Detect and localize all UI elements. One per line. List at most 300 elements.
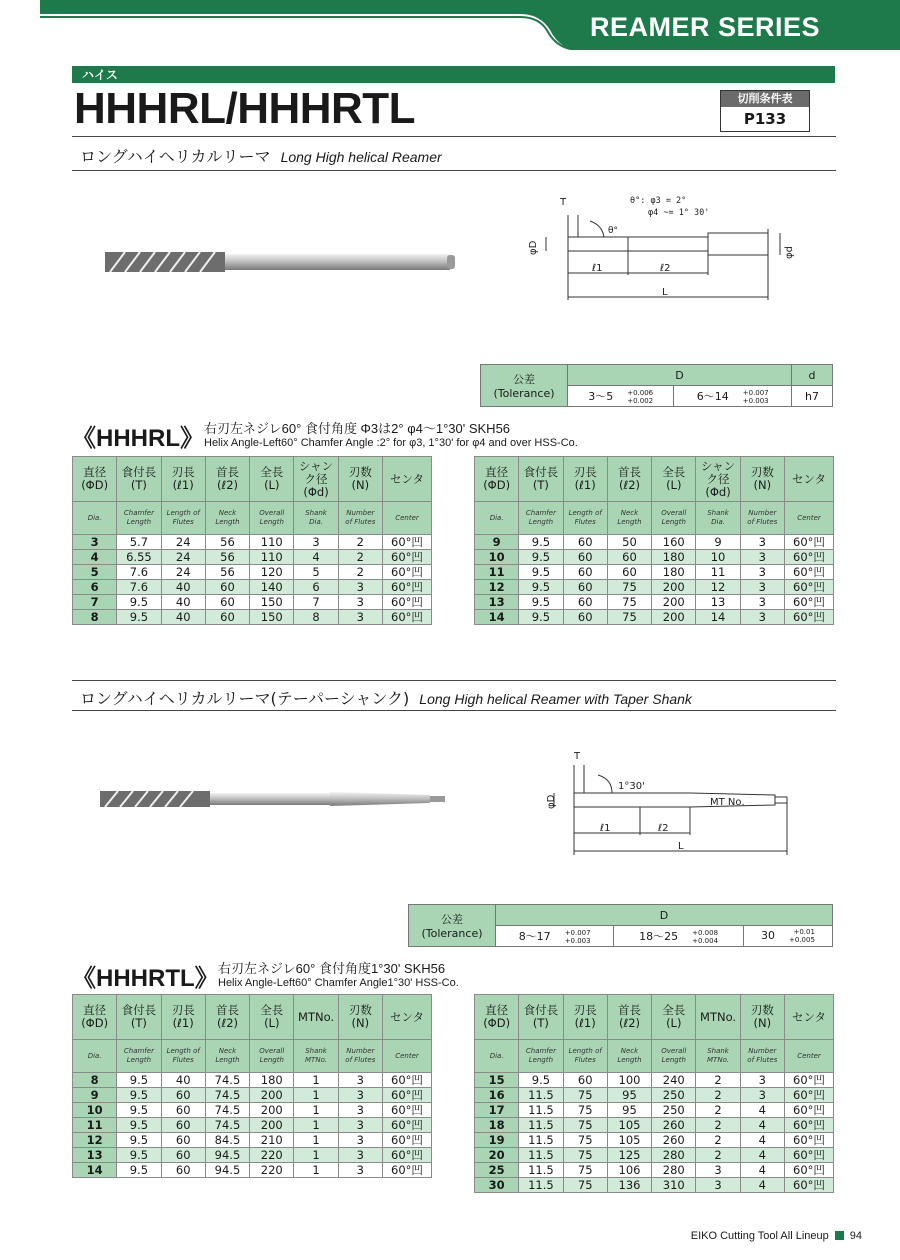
spec-table-hhhrtl-right — [474, 994, 834, 1193]
table-cell: 3 — [740, 595, 784, 610]
table-cell: 11.5 — [519, 1163, 563, 1178]
table-cell: 3 — [338, 580, 382, 595]
table-cell: 220 — [250, 1163, 294, 1178]
spec-table-hhhrl-left — [72, 456, 432, 625]
table-cell: 60 — [205, 580, 249, 595]
table-cell: 15 — [475, 1073, 519, 1088]
tolerance-D-header: D — [568, 365, 792, 386]
table-cell: 11.5 — [519, 1103, 563, 1118]
table-row — [73, 1148, 432, 1163]
reamer-photo-1 — [105, 240, 460, 280]
table-cell: 74.5 — [205, 1088, 249, 1103]
table-cell: 4 — [740, 1118, 784, 1133]
table-cell: 4 — [740, 1133, 784, 1148]
spec-en: Helix Angle-Left60° Chamfer Angle :2° for φ3, 1°30' for φ4 and over HSS-Co. — [204, 437, 578, 449]
drawing2-phiD: φD — [546, 794, 557, 809]
table-cell: 3 — [73, 535, 117, 550]
table-cell: 60°凹 — [383, 565, 432, 580]
column-header-en: Neck Length — [607, 1040, 651, 1073]
table-row — [475, 565, 834, 580]
table-cell: 260 — [652, 1118, 696, 1133]
table-row — [475, 610, 834, 625]
drawing2-L: L — [678, 841, 684, 852]
column-header-en: Overall Length — [250, 502, 294, 535]
drawing1-note2: φ4 ~= 1° 30' — [648, 208, 710, 218]
table-cell: 280 — [652, 1163, 696, 1178]
table-cell: 60°凹 — [383, 580, 432, 595]
drawing2-l1: ℓ1 — [600, 823, 611, 834]
table-cell: 150 — [250, 610, 294, 625]
table-cell: 75 — [563, 1133, 607, 1148]
table-cell: 18 — [475, 1118, 519, 1133]
table-row — [73, 1118, 432, 1133]
footer-text: EIKO Cutting Tool All Lineup — [690, 1230, 829, 1242]
tolerance-range: 18～25 +0.008 +0.004 — [614, 926, 744, 947]
table-cell: 2 — [696, 1133, 740, 1148]
table-cell: 105 — [607, 1118, 651, 1133]
table-cell: 16 — [475, 1088, 519, 1103]
table-row — [475, 550, 834, 565]
series-spec — [204, 418, 578, 449]
spec-en: Helix Angle-Left60° Chamfer Angle1°30' HSS-Co. — [218, 977, 459, 989]
table-cell: 13 — [73, 1148, 117, 1163]
table-cell: 200 — [652, 595, 696, 610]
table-cell: 3 — [338, 1073, 382, 1088]
divider — [72, 170, 836, 171]
table-cell: 14 — [73, 1163, 117, 1178]
table-cell: 75 — [607, 595, 651, 610]
table-cell: 3 — [740, 565, 784, 580]
category-bar — [72, 66, 835, 83]
table-row — [73, 535, 432, 550]
table-cell: 240 — [652, 1073, 696, 1088]
section1-subtitle-jp: ロングハイヘリカルリーマ — [80, 147, 271, 166]
page-number: 94 — [849, 1230, 862, 1242]
table-cell: 2 — [338, 535, 382, 550]
table-cell: 60 — [563, 550, 607, 565]
column-header: 食付長 (T) — [117, 457, 161, 502]
table-cell: 200 — [250, 1118, 294, 1133]
column-header-en: Number of Flutes — [338, 502, 382, 535]
table-cell: 3 — [740, 1073, 784, 1088]
series-spec — [218, 958, 459, 989]
table-cell: 11.5 — [519, 1088, 563, 1103]
table-row — [475, 1103, 834, 1118]
table-cell: 60 — [161, 1133, 205, 1148]
column-header-en: Overall Length — [652, 1040, 696, 1073]
table-cell: 7 — [294, 595, 338, 610]
drawing1-theta: θ° — [608, 226, 619, 236]
table-cell: 1 — [294, 1163, 338, 1178]
table-cell: 12 — [475, 580, 519, 595]
table-row — [73, 595, 432, 610]
table-row — [475, 535, 834, 550]
drawing2-l2: ℓ2 — [658, 823, 669, 834]
table-cell: 9 — [475, 535, 519, 550]
table-cell: 60°凹 — [383, 535, 432, 550]
drawing1-l1: ℓ1 — [592, 263, 603, 274]
table-cell: 3 — [338, 1133, 382, 1148]
column-header: 首長 (ℓ2) — [607, 995, 651, 1040]
table-cell: 11.5 — [519, 1118, 563, 1133]
column-header: センタ — [785, 457, 834, 502]
table-cell: 3 — [294, 535, 338, 550]
table-cell: 19 — [475, 1133, 519, 1148]
spec-table-hhhrtl-left — [72, 994, 432, 1178]
table-cell: 60°凹 — [785, 1073, 834, 1088]
table-cell: 9.5 — [117, 1133, 161, 1148]
table-cell: 180 — [250, 1073, 294, 1088]
tolerance-range: 3～5 +0.006 +0.002 — [568, 386, 674, 407]
column-header-en: Chamfer Length — [117, 1040, 161, 1073]
divider — [72, 136, 836, 137]
table-cell: 210 — [250, 1133, 294, 1148]
reamer-photo-2 — [100, 785, 450, 815]
table-cell: 4 — [740, 1163, 784, 1178]
table-row — [73, 550, 432, 565]
column-header: 刃数 (N) — [338, 995, 382, 1040]
table-cell: 1 — [294, 1118, 338, 1133]
table-cell: 2 — [696, 1103, 740, 1118]
table-cell: 60 — [563, 595, 607, 610]
table-cell: 60°凹 — [785, 535, 834, 550]
table-cell: 20 — [475, 1148, 519, 1163]
column-header: 全長 (L) — [652, 995, 696, 1040]
table-cell: 3 — [338, 1088, 382, 1103]
table-cell: 75 — [607, 610, 651, 625]
column-header: MTNo. — [294, 995, 338, 1040]
table-cell: 5 — [294, 565, 338, 580]
table-row — [73, 580, 432, 595]
table-cell: 2 — [696, 1073, 740, 1088]
table-cell: 3 — [740, 610, 784, 625]
tolerance-D-header: D — [496, 905, 833, 926]
table-cell: 8 — [73, 1073, 117, 1088]
table-cell: 3 — [338, 1103, 382, 1118]
tolerance-table-2 — [408, 904, 833, 947]
table-cell: 60 — [161, 1118, 205, 1133]
tolerance-label: 公差 (Tolerance) — [409, 905, 496, 947]
column-header: 刃数 (N) — [338, 457, 382, 502]
column-header: センタ — [383, 995, 432, 1040]
table-cell: 11.5 — [519, 1133, 563, 1148]
table-cell: 11 — [73, 1118, 117, 1133]
column-header-en: Center — [785, 1040, 834, 1073]
column-header: 首長 (ℓ2) — [205, 457, 249, 502]
tolerance-label: 公差 (Tolerance) — [481, 365, 568, 407]
table-row — [73, 610, 432, 625]
column-header-en: Number of Flutes — [338, 1040, 382, 1073]
series-banner-title: REAMER SERIES — [589, 12, 820, 42]
table-cell: 10 — [73, 1103, 117, 1118]
drawing1-T: T — [560, 197, 567, 208]
table-cell: 60°凹 — [785, 565, 834, 580]
table-cell: 60°凹 — [785, 1148, 834, 1163]
footer-square — [835, 1231, 844, 1240]
table-cell: 60°凹 — [785, 1178, 834, 1193]
column-header-en: Shank Dia. — [294, 502, 338, 535]
table-cell: 3 — [338, 1163, 382, 1178]
column-header-en: Dia. — [73, 502, 117, 535]
tolerance-range: 30 +0.01 +0.005 — [743, 926, 832, 947]
table-row — [475, 1163, 834, 1178]
table-cell: 60 — [607, 550, 651, 565]
column-header: 刃長 (ℓ1) — [563, 457, 607, 502]
column-header: 食付長 (T) — [519, 995, 563, 1040]
table-cell: 94.5 — [205, 1163, 249, 1178]
table-cell: 60 — [161, 1088, 205, 1103]
table-cell: 4 — [740, 1103, 784, 1118]
table-cell: 11 — [696, 565, 740, 580]
table-cell: 10 — [696, 550, 740, 565]
table-cell: 5 — [73, 565, 117, 580]
dimension-drawing-1 — [520, 185, 800, 310]
table-row — [73, 1073, 432, 1088]
table-cell: 84.5 — [205, 1133, 249, 1148]
table-cell: 56 — [205, 535, 249, 550]
table-cell: 3 — [696, 1178, 740, 1193]
table-cell: 95 — [607, 1103, 651, 1118]
table-cell: 60°凹 — [383, 1073, 432, 1088]
tolerance-range: 6～14 +0.007 +0.003 — [674, 386, 792, 407]
table-cell: 9 — [696, 535, 740, 550]
table-cell: 4 — [740, 1178, 784, 1193]
table-cell: 200 — [250, 1088, 294, 1103]
spec-table-hhhrl-right — [474, 456, 834, 625]
column-header-en: Center — [785, 502, 834, 535]
table-cell: 220 — [250, 1148, 294, 1163]
divider — [72, 680, 836, 681]
page-title: HHHRL/HHHRTL — [74, 84, 416, 133]
table-cell: 60°凹 — [383, 550, 432, 565]
drawing2-T: T — [574, 751, 581, 762]
drawing2-angle: 1°30' — [618, 781, 645, 792]
table-cell: 75 — [563, 1103, 607, 1118]
table-cell: 24 — [161, 565, 205, 580]
table-cell: 40 — [161, 580, 205, 595]
table-cell: 10 — [475, 550, 519, 565]
column-header-en: Neck Length — [205, 502, 249, 535]
table-cell: 9.5 — [519, 535, 563, 550]
table-row — [475, 580, 834, 595]
table-cell: 105 — [607, 1133, 651, 1148]
series-name: 《HHHRL》 — [72, 425, 204, 452]
table-cell: 12 — [696, 580, 740, 595]
table-cell: 14 — [696, 610, 740, 625]
column-header-en: Number of Flutes — [740, 1040, 784, 1073]
table-cell: 75 — [563, 1178, 607, 1193]
column-header-en: Chamfer Length — [519, 1040, 563, 1073]
cutting-conditions-page[interactable]: P133 — [743, 110, 787, 128]
table-cell: 9.5 — [519, 550, 563, 565]
column-header-en: Shank MTNo. — [696, 1040, 740, 1073]
column-header: 刃長 (ℓ1) — [563, 995, 607, 1040]
table-cell: 60°凹 — [785, 595, 834, 610]
table-cell: 40 — [161, 595, 205, 610]
table-cell: 4 — [73, 550, 117, 565]
column-header: 直径 (ΦD) — [475, 995, 519, 1040]
table-cell: 60 — [205, 610, 249, 625]
table-cell: 30 — [475, 1178, 519, 1193]
table-cell: 56 — [205, 565, 249, 580]
column-header-en: Overall Length — [652, 502, 696, 535]
table-row — [475, 1148, 834, 1163]
column-header: 食付長 (T) — [519, 457, 563, 502]
table-cell: 75 — [563, 1148, 607, 1163]
table-cell: 60°凹 — [785, 1103, 834, 1118]
column-header: 食付長 (T) — [117, 995, 161, 1040]
table-cell: 74.5 — [205, 1073, 249, 1088]
table-cell: 9 — [73, 1088, 117, 1103]
table-cell: 180 — [652, 565, 696, 580]
table-cell: 60°凹 — [785, 1118, 834, 1133]
table-cell: 60 — [563, 535, 607, 550]
table-cell: 2 — [696, 1118, 740, 1133]
table-cell: 260 — [652, 1133, 696, 1148]
tolerance-table-1 — [480, 364, 833, 407]
table-cell: 280 — [652, 1148, 696, 1163]
table-cell: 60°凹 — [383, 1133, 432, 1148]
table-cell: 200 — [652, 580, 696, 595]
column-header-en: Length of Flutes — [161, 1040, 205, 1073]
column-header: 刃長 (ℓ1) — [161, 457, 205, 502]
column-header-en: Neck Length — [607, 502, 651, 535]
table-cell: 6 — [73, 580, 117, 595]
table-cell: 60 — [563, 565, 607, 580]
table-cell: 9.5 — [519, 595, 563, 610]
table-cell: 3 — [696, 1163, 740, 1178]
table-cell: 74.5 — [205, 1118, 249, 1133]
table-cell: 11 — [475, 565, 519, 580]
column-header: 直径 (ΦD) — [73, 457, 117, 502]
table-cell: 56 — [205, 550, 249, 565]
drawing1-note1: θ°: φ3 = 2° — [630, 196, 687, 206]
table-cell: 94.5 — [205, 1148, 249, 1163]
column-header: 全長 (L) — [652, 457, 696, 502]
table-row — [73, 565, 432, 580]
table-cell: 13 — [475, 595, 519, 610]
table-cell: 60°凹 — [383, 595, 432, 610]
column-header-en: Dia. — [73, 1040, 117, 1073]
table-cell: 60 — [607, 565, 651, 580]
column-header: 刃長 (ℓ1) — [161, 995, 205, 1040]
table-cell: 2 — [338, 550, 382, 565]
table-cell: 9.5 — [519, 580, 563, 595]
series-heading-hhhrtl — [72, 958, 219, 993]
table-cell: 24 — [161, 535, 205, 550]
table-cell: 60 — [563, 1073, 607, 1088]
table-row — [475, 595, 834, 610]
table-cell: 140 — [250, 580, 294, 595]
column-header: 直径 (ΦD) — [475, 457, 519, 502]
column-header-en: Chamfer Length — [519, 502, 563, 535]
column-header-en: Length of Flutes — [563, 502, 607, 535]
table-cell: 60 — [161, 1163, 205, 1178]
table-cell: 3 — [740, 550, 784, 565]
table-cell: 110 — [250, 550, 294, 565]
drawing1-phid: φd — [784, 246, 795, 259]
table-row — [475, 1133, 834, 1148]
footer — [691, 1230, 862, 1242]
table-cell: 60°凹 — [785, 610, 834, 625]
column-header-en: Neck Length — [205, 1040, 249, 1073]
table-cell: 9.5 — [519, 610, 563, 625]
section1-subtitle-en: Long High helical Reamer — [280, 149, 442, 165]
category-label: ハイス — [82, 68, 118, 82]
table-cell: 9.5 — [117, 1163, 161, 1178]
table-cell: 13 — [696, 595, 740, 610]
table-row — [73, 1163, 432, 1178]
table-cell: 60 — [205, 595, 249, 610]
table-cell: 9.5 — [117, 595, 161, 610]
table-cell: 3 — [740, 535, 784, 550]
column-header: 刃数 (N) — [740, 457, 784, 502]
table-cell: 7 — [73, 595, 117, 610]
table-cell: 100 — [607, 1073, 651, 1088]
table-cell: 60°凹 — [383, 1148, 432, 1163]
table-cell: 17 — [475, 1103, 519, 1118]
column-header-en: Dia. — [475, 1040, 519, 1073]
series-name: 《HHHRTL》 — [72, 965, 219, 992]
drawing1-phiD: φD — [528, 240, 539, 255]
table-cell: 60°凹 — [785, 550, 834, 565]
table-cell: 1 — [294, 1133, 338, 1148]
section2-subtitle-jp: ロングハイヘリカルリーマ(テーパーシャンク) — [80, 689, 410, 708]
series-heading-hhhrl — [72, 418, 204, 453]
table-cell: 110 — [250, 535, 294, 550]
table-cell: 3 — [338, 1148, 382, 1163]
table-cell: 74.5 — [205, 1103, 249, 1118]
table-cell: 60°凹 — [785, 1133, 834, 1148]
table-row — [73, 1088, 432, 1103]
section2-subtitle-en: Long High helical Reamer with Taper Shank — [419, 691, 692, 707]
table-cell: 200 — [652, 610, 696, 625]
table-cell: 250 — [652, 1088, 696, 1103]
table-cell: 60 — [161, 1103, 205, 1118]
column-header: 全長 (L) — [250, 457, 294, 502]
column-header: シャンク径 (Φd) — [294, 457, 338, 502]
table-cell: 200 — [250, 1103, 294, 1118]
table-cell: 3 — [740, 1088, 784, 1103]
column-header-en: Center — [383, 502, 432, 535]
column-header-en: Shank MTNo. — [294, 1040, 338, 1073]
column-header: センタ — [383, 457, 432, 502]
section2-subtitle — [80, 686, 692, 709]
table-cell: 75 — [607, 580, 651, 595]
table-row — [475, 1073, 834, 1088]
table-cell: 60°凹 — [785, 580, 834, 595]
table-cell: 75 — [563, 1163, 607, 1178]
column-header: 首長 (ℓ2) — [205, 995, 249, 1040]
table-cell: 95 — [607, 1088, 651, 1103]
table-cell: 60 — [563, 610, 607, 625]
table-cell: 3 — [338, 595, 382, 610]
table-cell: 250 — [652, 1103, 696, 1118]
cutting-conditions-box[interactable] — [720, 90, 810, 132]
column-header-en: Length of Flutes — [161, 502, 205, 535]
table-cell: 60°凹 — [383, 1163, 432, 1178]
table-cell: 24 — [161, 550, 205, 565]
table-cell: 180 — [652, 550, 696, 565]
column-header-en: Overall Length — [250, 1040, 294, 1073]
table-cell: 2 — [696, 1088, 740, 1103]
table-cell: 9.5 — [519, 565, 563, 580]
column-header: センタ — [785, 995, 834, 1040]
drawing2-mt: MT No. — [710, 797, 745, 808]
table-cell: 136 — [607, 1178, 651, 1193]
table-cell: 60 — [563, 580, 607, 595]
table-cell: 8 — [73, 610, 117, 625]
